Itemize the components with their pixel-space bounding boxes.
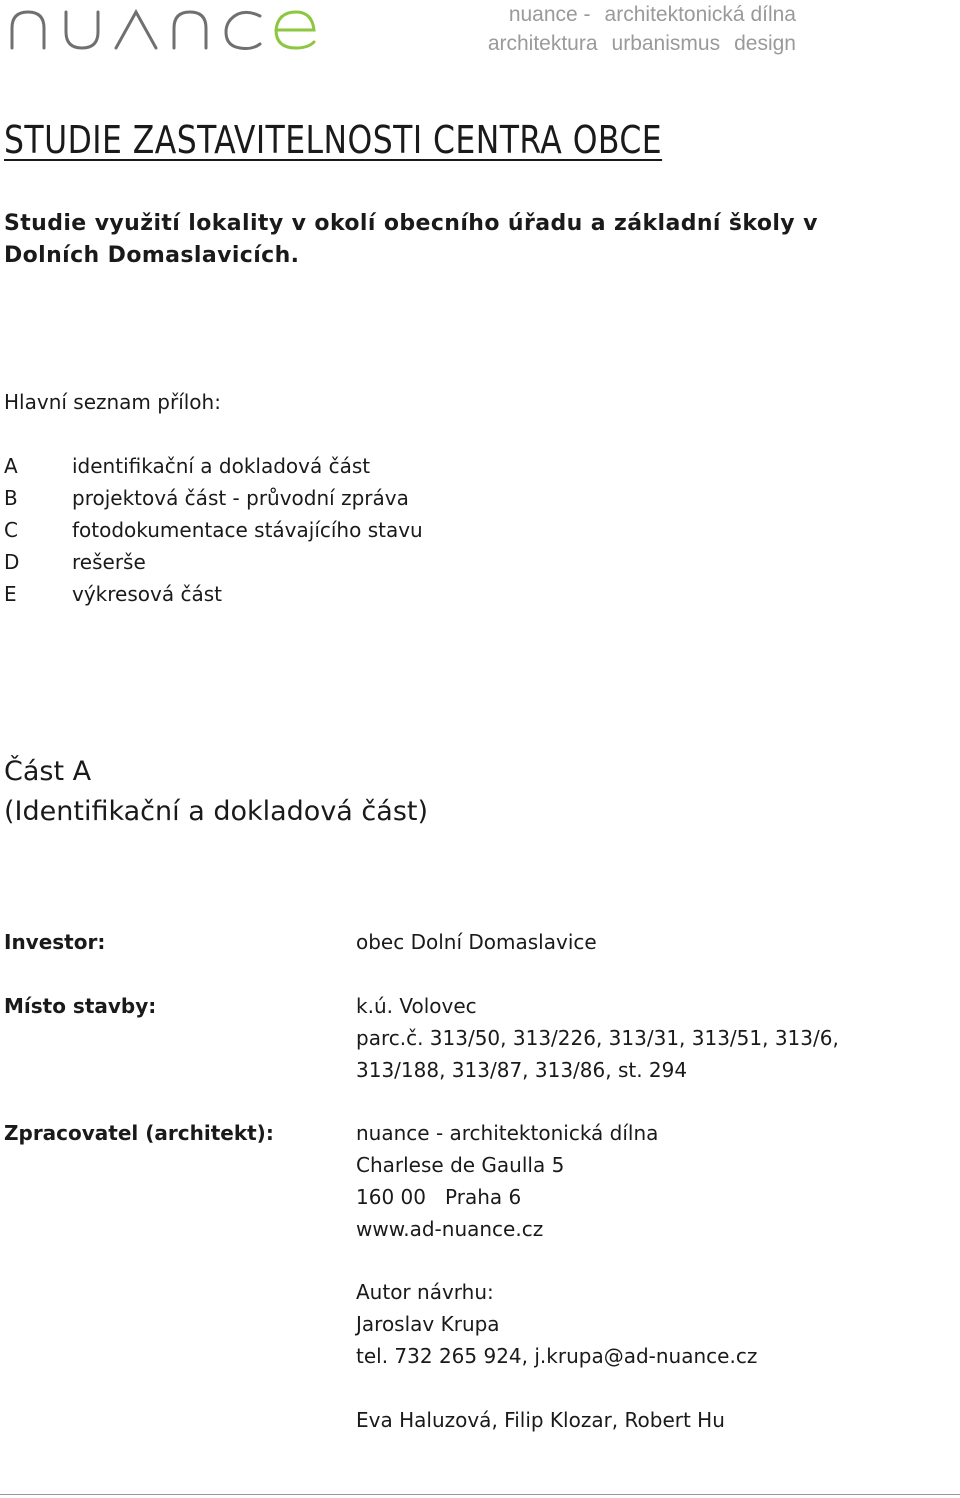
document-title: STUDIE ZASTAVITELNOSTI CENTRA OBCE [4,118,663,162]
brand-name: nuance - [508,3,591,26]
attachment-text: rešerše [72,550,146,574]
attachment-letter: D [4,550,20,574]
attachment-item [4,450,423,482]
processor-value [356,1117,658,1245]
attachment-text: identifikační a dokladová část [72,454,371,478]
part-subtitle: (Identifikační a dokladová část) [4,796,429,827]
attachment-letter: B [4,486,18,510]
brand-tagline: architektonická dílna [604,3,796,26]
investor-value: obec Dolní Domaslavice [356,930,597,954]
attachment-item [4,546,423,578]
service-architecture: architektura [487,32,598,55]
attachment-letter: C [4,518,18,542]
processor-label: Zpracovatel (architekt): [4,1121,274,1145]
processor-line: Charlese de Gaulla 5 [356,1153,565,1177]
attachment-item [4,514,423,546]
brand-block [488,0,796,58]
attachment-letter: A [4,454,18,478]
part-heading [4,752,428,832]
nuance-logo [8,4,318,54]
document-subtitle: Studie využití lokality v okolí obecního úřadu a základní školy v Dolních Domaslavicích. [4,211,818,268]
processor-line: nuance - architektonická dílna [356,1121,659,1145]
author-value [356,1276,757,1372]
service-design: design [734,32,796,55]
attachment-letter: E [4,582,17,606]
site-label: Místo stavby: [4,994,157,1018]
team-value: Eva Haluzová, Filip Klozar, Robert Hu [356,1408,725,1432]
site-line: parc.č. 313/50, 313/226, 313/31, 313/51, 313/6, [356,1026,839,1050]
site-line: 313/188, 313/87, 313/86, st. 294 [356,1058,688,1082]
attachment-item [4,578,423,610]
attachments-list [4,450,423,610]
service-urbanism: urbanismus [611,32,721,55]
attachment-text: fotodokumentace stávajícího stavu [72,518,423,542]
attachment-text: výkresová část [72,582,222,606]
author-line: Jaroslav Krupa [356,1312,500,1336]
site-line: k.ú. Volovec [356,994,477,1018]
author-line: Autor návrhu: [356,1280,494,1304]
processor-line: www.ad-nuance.cz [356,1217,544,1241]
attachments-heading: Hlavní seznam příloh: [4,390,221,414]
processor-line: 160 00 Praha 6 [356,1185,522,1209]
footer-divider [0,1494,960,1495]
investor-label: Investor: [4,930,106,954]
author-line: tel. 732 265 924, j.krupa@ad-nuance.cz [356,1344,758,1368]
part-title: Část A [4,756,92,787]
attachment-item [4,482,423,514]
site-value [356,990,839,1086]
attachment-text: projektová část - průvodní zpráva [72,486,409,510]
